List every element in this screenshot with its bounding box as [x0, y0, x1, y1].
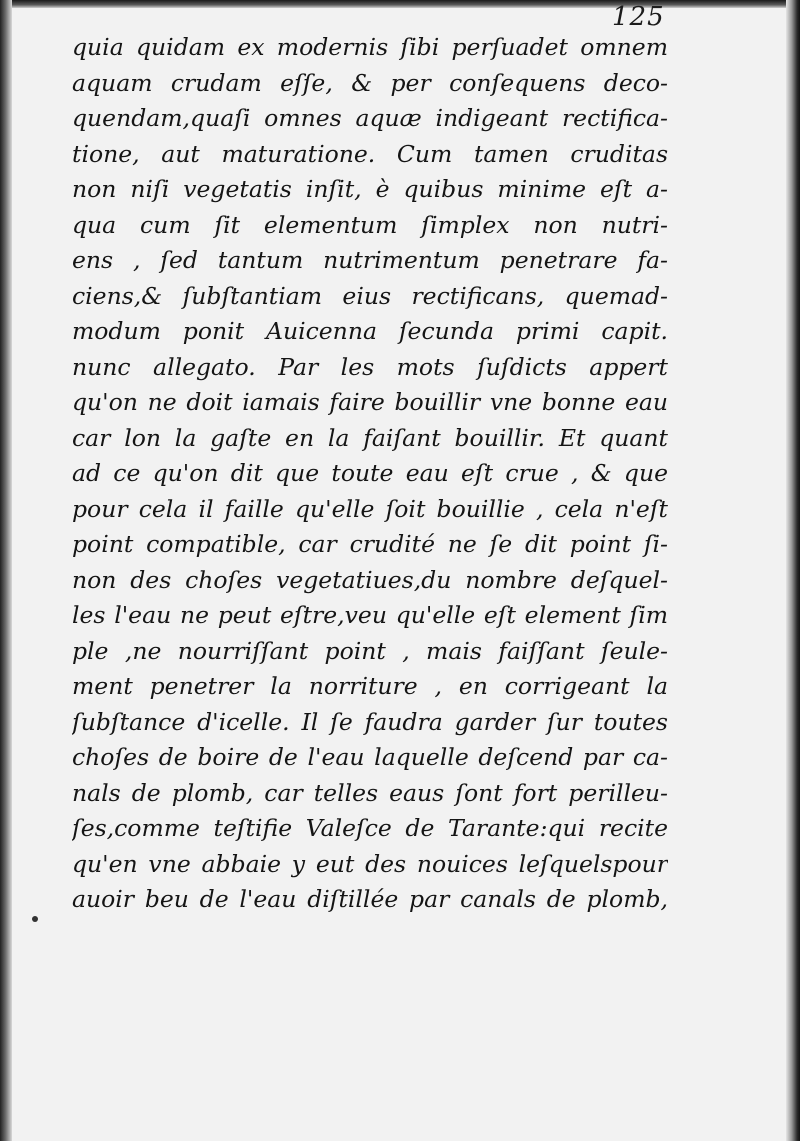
text-line: qu'on ne doit iamais faire bouillir vne bonne eau	[72, 388, 668, 416]
scan-left-shadow	[0, 0, 12, 1141]
page-number: 125	[612, 2, 665, 32]
text-line: ens , ſed tantum nutrimentum penetrare fa-	[72, 246, 668, 274]
text-line: quia quidam ex modernis ſibi perſuadet omnem	[72, 33, 668, 61]
text-line: ſubſtance d'icelle. Il ſe faudra garder ſur toutes	[72, 707, 668, 736]
body-text	[72, 30, 668, 918]
text-line: pour cela il faille qu'elle ſoit bouillie , cela n'eſt	[72, 494, 668, 523]
scan-right-shadow	[786, 0, 800, 1141]
text-line: nals de plomb, car telles eaus ſont fort perilleu-	[72, 778, 668, 807]
text-line: nunc allegato. Par les mots ſuſdicts appert	[72, 352, 668, 381]
text-line: non niſi vegetatis inſit, è quibus minime eſt a-	[72, 175, 668, 203]
text-line: tione, aut maturatione. Cum tamen cruditas	[72, 139, 668, 168]
text-line: quendam,quaſi omnes aquæ indigeant rectifica-	[72, 104, 668, 132]
margin-ink-dot	[32, 916, 38, 922]
text-line: ciens,& ſubſtantiam eius rectificans, quemad-	[72, 281, 668, 310]
text-line: qua cum ſit elementum ſimplex non nutri-	[72, 210, 668, 239]
text-line: non des choſes vegetatiues,du nombre deſquel-	[72, 565, 668, 594]
text-line: aquam crudam eſſe, & per conſequens deco-	[72, 68, 668, 97]
text-line: point compatible, car crudité ne ſe dit point ſi-	[72, 530, 668, 558]
text-line: qu'en vne abbaie y eut des nouices leſquelspour	[72, 849, 668, 878]
text-line: ment penetrer la norriture , en corrigeant la	[72, 672, 668, 700]
text-line: auoir beu de l'eau diſtillée par canals de plomb,	[72, 885, 668, 913]
text-line: les l'eau ne peut eſtre,veu qu'elle eſt element ſim	[72, 601, 668, 629]
text-line: car lon la gaſte en la faiſant bouillir. Et quant	[72, 423, 668, 452]
text-line: ad ce qu'on dit que toute eau eſt crue , & que	[72, 459, 668, 487]
text-line: ple ,ne nourriſſant point , mais faiſſant ſeule-	[72, 636, 668, 665]
text-line: modum ponit Auicenna ſecunda primi capit.	[72, 317, 668, 345]
scan-top-shadow	[0, 0, 800, 8]
text-line: choſes de boire de l'eau laquelle deſcend par ca-	[72, 743, 668, 771]
text-line: ſes,comme teſtifie Valeſce de Tarante:qui recite	[72, 814, 668, 842]
